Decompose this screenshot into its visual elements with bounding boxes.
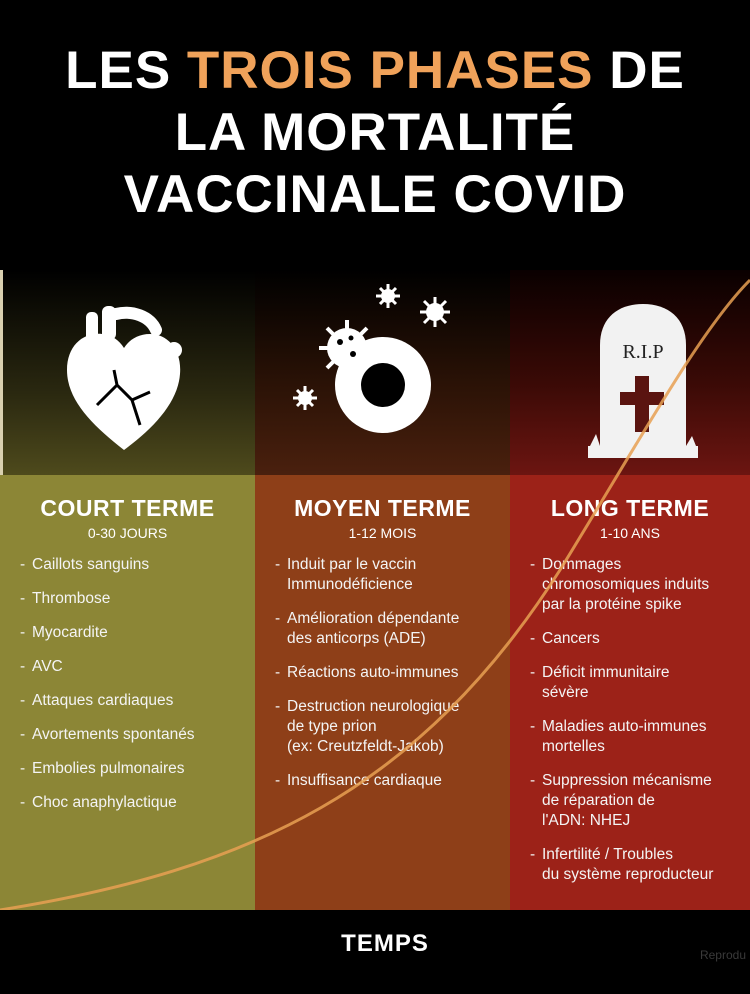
list-item: - Réactions auto-immunes: [275, 663, 508, 683]
title-line-2: LA MORTALITÉ: [174, 103, 576, 162]
phase-range: 1-12 MOIS: [348, 525, 417, 541]
phase-range: 0-30 JOURS: [87, 525, 168, 541]
list-item: - Destruction neurologique de type prion (ex: Creutzfeldt-Jakob): [275, 697, 508, 757]
list-item: - Avortements spontanés: [20, 725, 253, 745]
list-item: - Myocardite: [20, 623, 253, 643]
list-item: - Embolies pulmonaires: [20, 759, 253, 779]
heart-icon: [62, 300, 187, 460]
phase-court-terme: [0, 475, 255, 910]
phase-long-terme: [510, 475, 750, 910]
phase-moyen-terme: [255, 475, 510, 910]
phase-items: [20, 555, 253, 827]
virus-cell-icon: [285, 280, 465, 450]
list-item: - Induit par le vaccin Immunodéficience: [275, 555, 508, 595]
tombstone-text: R.I.P: [622, 341, 664, 363]
phase-range: 1-10 ANS: [600, 525, 660, 541]
list-item: - Amélioration dépendante des anticorps (ADE): [275, 609, 508, 649]
list-item: - Choc anaphylactique: [20, 793, 253, 813]
axis-label-temps: TEMPS: [341, 930, 429, 957]
title-accent: TROIS PHASES: [186, 41, 594, 100]
phase-title: MOYEN TERME: [294, 495, 471, 521]
title-line-1: LES TROIS PHASES DE: [65, 41, 685, 100]
footer: [0, 910, 750, 994]
list-item: - Caillots sanguins: [20, 555, 253, 575]
list-item: - Insuffisance cardiaque: [275, 771, 508, 791]
list-item: - Infertilité / Troubles du système reproducteur: [530, 845, 748, 885]
tombstone-icon: [588, 300, 698, 460]
phase-items: [275, 555, 508, 805]
list-item: - Déficit immunitaire sévère: [530, 663, 748, 703]
phase-title: COURT TERME: [40, 495, 215, 521]
list-item: - Dommages chromosomiques induits par la protéine spike: [530, 555, 748, 615]
list-item: - Cancers: [530, 629, 748, 649]
page-title: [0, 40, 750, 226]
list-item: - Thrombose: [20, 589, 253, 609]
list-item: - AVC: [20, 657, 253, 677]
title-line-3: VACCINALE COVID: [123, 165, 627, 224]
list-item: - Maladies auto-immunes mortelles: [530, 717, 748, 757]
phase-items: [530, 555, 748, 899]
list-item: - Attaques cardiaques: [20, 691, 253, 711]
list-item: - Suppression mécanisme de réparation de l'ADN: NHEJ: [530, 771, 748, 831]
phase-title: LONG TERME: [550, 495, 710, 521]
watermark: Reprodu: [699, 948, 746, 962]
